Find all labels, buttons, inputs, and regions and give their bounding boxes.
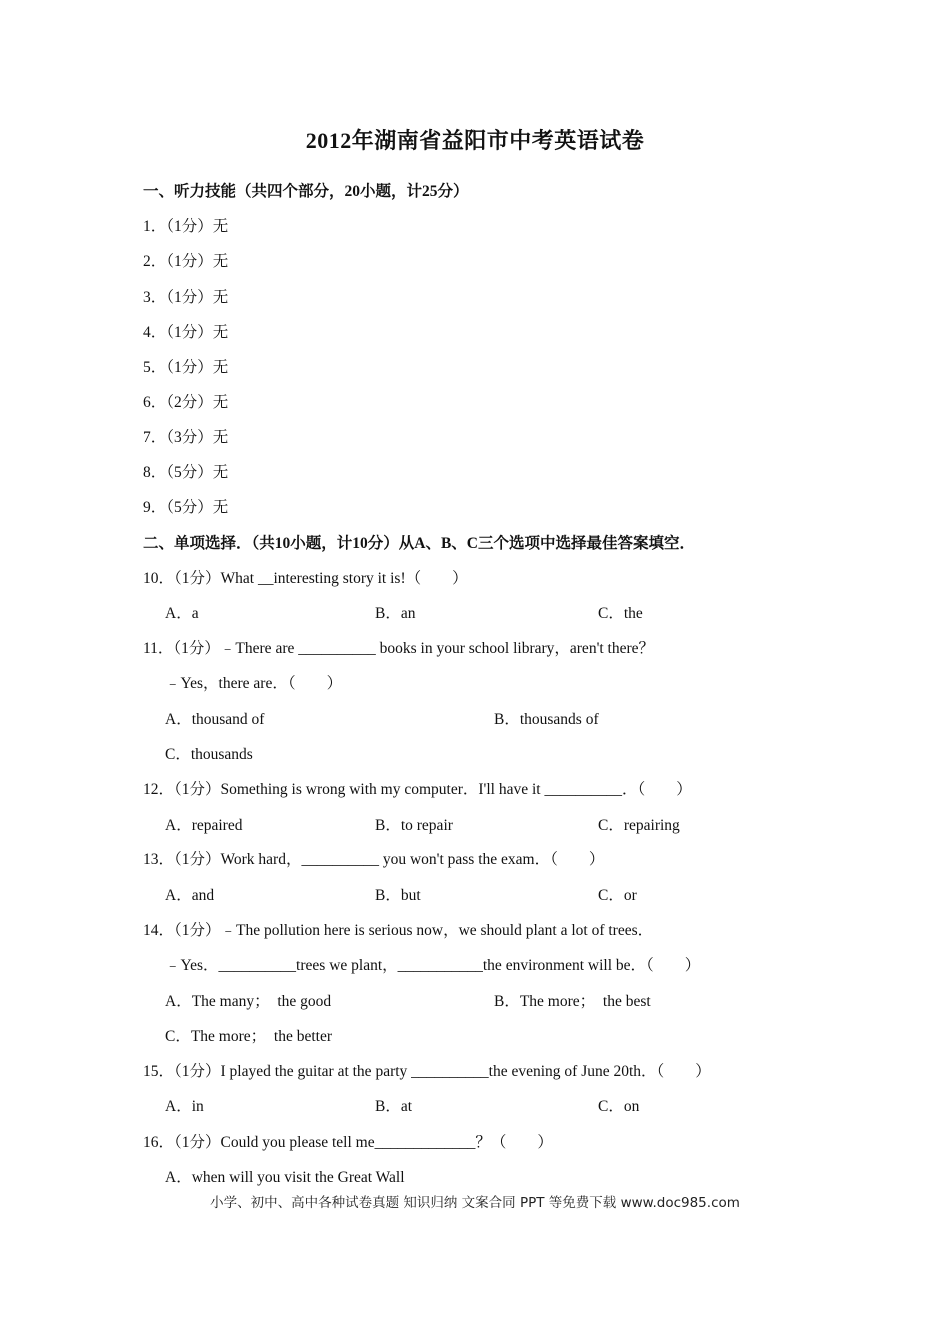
question-14-option-a: A．The many； the good	[165, 993, 332, 1010]
question-13-stem: 13．（1分）Work hard，__________ you won't pass the exam．（ ）	[143, 851, 605, 868]
question-15-option-c: C．on	[598, 1098, 640, 1115]
question-10-option-c: C．the	[598, 605, 643, 622]
question-14-stem: 14．（1分）﹣The pollution here is serious now，we should plant a lot of trees．	[143, 922, 654, 939]
question-12-option-b: B．to repair	[375, 817, 453, 834]
question-12-stem: 12．（1分）Something is wrong with my computer．I'll have it __________．（ ）	[143, 781, 692, 798]
list-item: 3．（1分）无	[143, 289, 229, 306]
question-12-option-c: C．repairing	[598, 817, 680, 834]
question-13-option-a: A．and	[165, 887, 215, 904]
question-14-option-b: B．The more； the best	[494, 993, 651, 1010]
list-item: 1．（1分）无	[143, 218, 229, 235]
question-15-stem: 15．（1分）I played the guitar at the party __________the evening of June 20th．（ ）	[143, 1063, 711, 1080]
question-11-stem-line2: ﹣Yes，there are．（ ）	[165, 675, 343, 692]
list-item: 5．（1分）无	[143, 359, 229, 376]
footer-banner: 小学、初中、高中各种试卷真题 知识归纳 文案合同 PPT 等免费下载 www.doc985.com	[210, 1195, 740, 1211]
question-13-option-c: C．or	[598, 887, 637, 904]
question-10-option-a: A．a	[165, 605, 199, 622]
page-title: 2012年湖南省益阳市中考英语试卷	[305, 128, 645, 153]
question-11-stem: 11．（1分）﹣There are __________ books in your school library，aren't there？	[143, 640, 655, 657]
question-12-option-a: A．repaired	[165, 817, 243, 834]
question-11-option-a: A．thousand of	[165, 711, 265, 728]
list-item: 9．（5分）无	[143, 499, 229, 516]
list-item: 2．（1分）无	[143, 253, 229, 270]
question-14-stem-line2: ﹣Yes．__________trees we plant，___________the environment will be．（ ）	[165, 957, 701, 974]
question-11-option-c: C．thousands	[165, 746, 253, 763]
question-16-option-a: A．when will you visit the Great Wall	[165, 1169, 405, 1186]
section1-heading: 一、听力技能（共四个部分，20小题，计25分）	[143, 183, 469, 200]
question-15-option-a: A．in	[165, 1098, 204, 1115]
question-16-stem: 16．（1分）Could you please tell me_____________？（ ）	[143, 1134, 553, 1151]
question-13-option-b: B．but	[375, 887, 421, 904]
question-11-option-b: B．thousands of	[494, 711, 599, 728]
question-15-option-b: B．at	[375, 1098, 413, 1115]
list-item: 8．（5分）无	[143, 464, 229, 481]
section2-heading: 二、单项选择．（共10小题，计10分）从A、B、C三个选项中选择最佳答案填空．	[143, 535, 695, 552]
list-item: 7．（3分）无	[143, 429, 229, 446]
question-10-stem: 10．（1分）What __interesting story it is!（ ）	[143, 570, 468, 587]
question-14-option-c: C．The more； the better	[165, 1028, 333, 1045]
question-10-option-b: B．an	[375, 605, 416, 622]
list-item: 6．（2分）无	[143, 394, 229, 411]
list-item: 4．（1分）无	[143, 324, 229, 341]
